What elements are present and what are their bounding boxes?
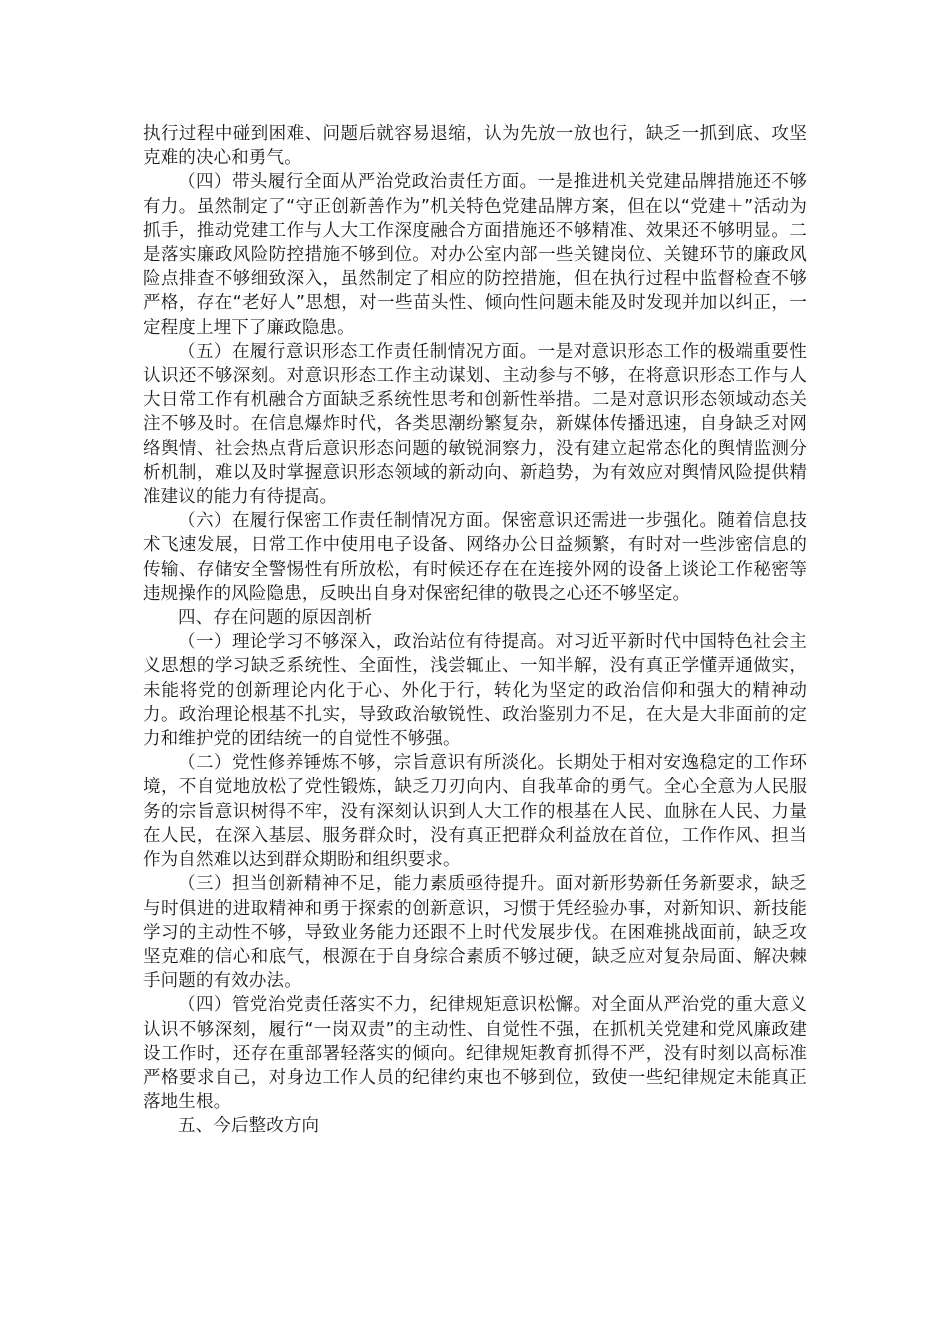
- section-heading-cause-analysis: 四、存在问题的原因剖析: [178, 608, 373, 629]
- paragraph-theory-study: （一）理论学习不够深入，政治站位有待提高。对习近平新时代中国特色社会主义思想的学习缺乏系统性、全面性，浅尝辄止、一知半解，没有真正学懂弄通做实，未能将党的创新理论内化于心、外化于行，转化为坚定的政治信仰和强大的精神动力。政治理论根基不扎实，导致政治敏锐性、政治鉴别力不足，在大是大非面前的定力和维护党的团结统一的自觉性不够强。: [143, 632, 807, 750]
- paragraph-party-spirit: （二）党性修养锤炼不够，宗旨意识有所淡化。长期处于相对安逸稳定的工作环境，不自觉地放松了党性锻炼，缺乏刀刃向内、自我革命的勇气。全心全意为人民服务的宗旨意识树得不牢，没有深刻认识到人大工作的根基在人民、血脉在人民、力量在人民，在深入基层、服务群众时，没有真正把群众利益放在首位，工作作风、担当作为自然难以达到群众期盼和组织要求。: [143, 753, 807, 871]
- paragraph-confidentiality-work: （六）在履行保密工作责任制情况方面。保密意识还需进一步强化。随着信息技术飞速发展，日常工作中使用电子设备、网络办公日益频繁，有时对一些涉密信息的传输、存储安全警惕性有所放松，有时候还存在在连接外网的设备上谈论工作秘密等违规操作的风险隐患，反映出自身对保密纪律的敬畏之心还不够坚定。: [143, 511, 807, 604]
- paragraph-innovation: （三）担当创新精神不足，能力素质亟待提升。面对新形势新任务新要求，缺乏与时俱进的进取精神和勇于探索的创新意识，习惯于凭经验办事，对新知识、新技能学习的主动性不够，导致业务能力还跟不上时代发展步伐。在困难挑战面前，缺乏攻坚克难的信心和底气，根源在于自身综合素质不够过硬，缺乏应对复杂局面、解决棘手问题的有效办法。: [143, 874, 807, 992]
- paragraph-discipline: （四）管党治党责任落实不力，纪律规矩意识松懈。对全面从严治党的重大意义认识不够深刻，履行“一岗双责”的主动性、自觉性不强，在抓机关党建和党风廉政建设工作时，还存在重部署轻落实的倾向。纪律规矩教育抓得不严，没有时刻以高标准严格要求自己，对身边工作人员的纪律约束也不够到位，致使一些纪律规定未能真正落地生根。: [143, 995, 807, 1113]
- paragraph-party-responsibility: （四）带头履行全面从严治党政治责任方面。一是推进机关党建品牌措施还不够有力。虽然制定了“守正创新善作为”机关特色党建品牌方案，但在以“党建＋”活动为抓手，推动党建工作与人大工作深度融合方面措施还不够精准、效果还不够明显。二是落实廉政风险防控措施不够到位。对办公室内部一些关键岗位、关键环节的廉政风险点排查不够细致深入，虽然制定了相应的防控措施，但在执行过程中监督检查不够严格，存在“老好人”思想，对一些苗头性、倾向性问题未能及时发现并加以纠正，一定程度上埋下了廉政隐患。: [143, 172, 807, 338]
- paragraph-continuation: 执行过程中碰到困难、问题后就容易退缩，认为先放一放也行，缺乏一抓到底、攻坚克难的决心和勇气。: [143, 124, 807, 169]
- paragraph-ideology-work: （五）在履行意识形态工作责任制情况方面。一是对意识形态工作的极端重要性认识还不够深刻。对意识形态工作主动谋划、主动参与不够，在将意识形态工作与人大日常工作有机融合方面缺乏系统性思考和创新性举措。二是对意识形态领域动态关注不够及时。在信息爆炸时代，各类思潮纷繁复杂，新媒体传播迅速，自身缺乏对网络舆情、社会热点背后意识形态问题的敏锐洞察力，没有建立起常态化的舆情监测分析机制，难以及时掌握意识形态领域的新动向、新趋势，为有效应对舆情风险提供精准建议的能力有待提高。: [143, 341, 807, 508]
- section-heading-rectification: 五、今后整改方向: [178, 1116, 320, 1137]
- document-body: [143, 122, 807, 1139]
